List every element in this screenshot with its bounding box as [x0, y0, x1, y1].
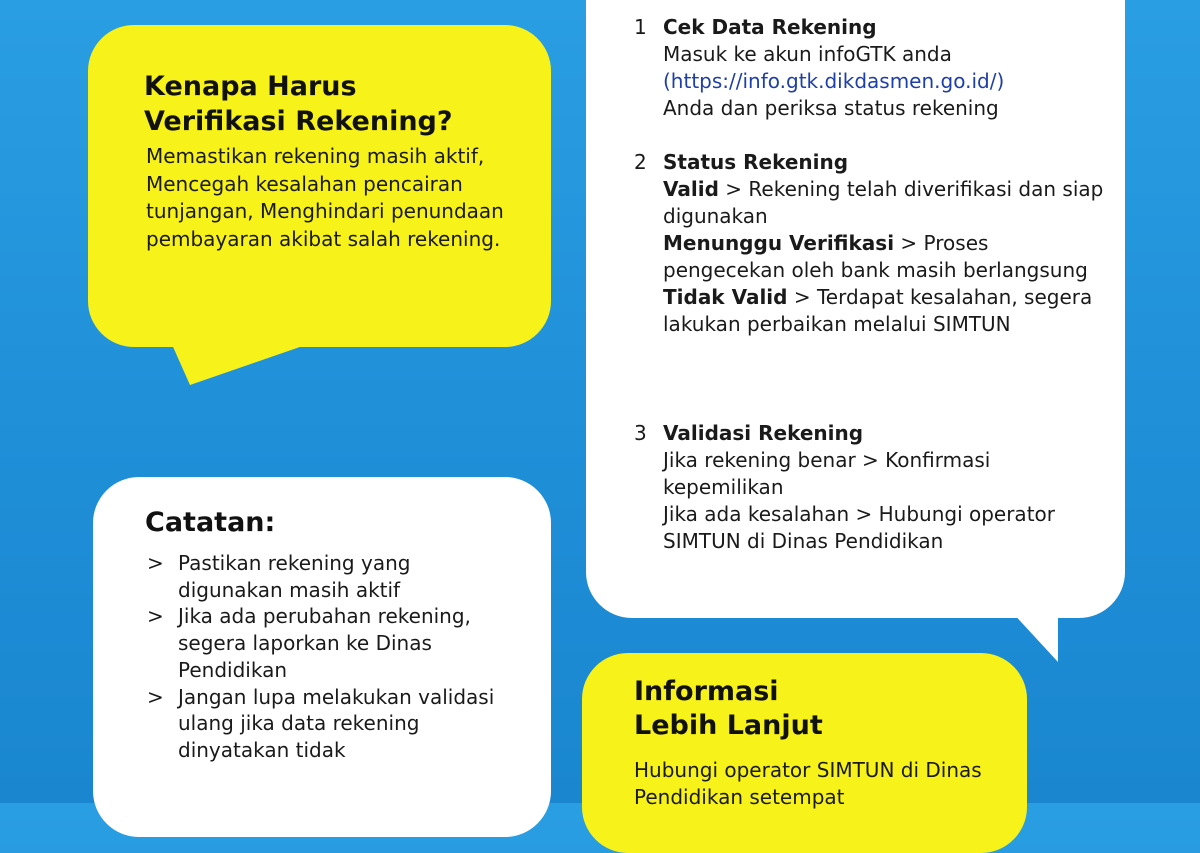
notes-marker: >: [147, 551, 164, 575]
info-title-line1: Informasi: [634, 676, 779, 707]
why-title-line1: Kenapa Harus: [144, 71, 357, 102]
notes-marker: >: [147, 684, 164, 709]
step-2: [634, 149, 1104, 338]
notes-title: Catatan:: [145, 507, 276, 538]
status-valid: [634, 176, 1104, 230]
step-title: Status Rekening: [663, 150, 849, 174]
step-number: 1: [634, 15, 647, 39]
step-text: Masuk ke akun infoGTK anda: [663, 42, 952, 66]
notes-item: [147, 684, 507, 764]
notes-list: [147, 550, 507, 764]
notes-bubble: [93, 477, 551, 837]
why-title-line2: Verifikasi Rekening?: [144, 106, 453, 137]
why-verify-title: [144, 69, 453, 139]
more-info-bubble: [582, 653, 1027, 853]
more-info-title: [634, 675, 823, 743]
step-title: Cek Data Rekening: [663, 15, 877, 39]
steps-bubble: [586, 0, 1125, 618]
info-title-line2: Lebih Lanjut: [634, 710, 823, 741]
notes-marker: >: [147, 604, 164, 629]
notes-item: [147, 550, 507, 603]
step-title: Validasi Rekening: [663, 421, 864, 445]
infogtk-link[interactable]: (https://info.gtk.dikdasmen.go.id/): [663, 69, 1005, 93]
step-text: Jika ada kesalahan > Hubungi operator SIMTUN di Dinas Pendidikan: [663, 502, 1055, 553]
more-info-body: Hubungi operator SIMTUN di Dinas Pendidikan setempat: [634, 758, 982, 809]
status-pending: [634, 230, 1104, 284]
step-text: Jika rekening benar > Konfirmasi kepemilikan: [663, 448, 991, 499]
status-text: > Terdapat kesalahan, segera lakukan perbaikan melalui SIMTUN: [663, 285, 1093, 336]
notes-item: [147, 603, 507, 683]
step-number: 2: [634, 150, 647, 174]
notes-item-text: Pastikan rekening yang digunakan masih aktif: [178, 551, 411, 602]
status-text: > Proses pengecekan oleh bank masih berlangsung: [663, 231, 1088, 282]
step-1: [634, 14, 1104, 122]
status-label: Valid: [663, 177, 719, 201]
step-number: 3: [634, 421, 647, 445]
step-text: Anda dan periksa status rekening: [663, 96, 999, 120]
step-3: [634, 420, 1104, 555]
notes-item-text: Jika ada perubahan rekening, segera laporkan ke Dinas Pendidikan: [178, 604, 471, 682]
status-text: > Rekening telah diverifikasi dan siap digunakan: [663, 177, 1104, 228]
why-verify-bubble: [88, 25, 551, 347]
notes-item-text: Jangan lupa melakukan validasi ulang jika data rekening dinyatakan tidak: [178, 684, 495, 762]
why-verify-body: Memastikan rekening masih aktif, Mencegah kesalahan pencairan tunjangan, Menghindari penundaan pembayaran akibat salah rekening.: [146, 144, 504, 251]
status-label: Tidak Valid: [663, 285, 788, 309]
status-invalid: [634, 284, 1104, 338]
status-label: Menunggu Verifikasi: [663, 231, 895, 255]
